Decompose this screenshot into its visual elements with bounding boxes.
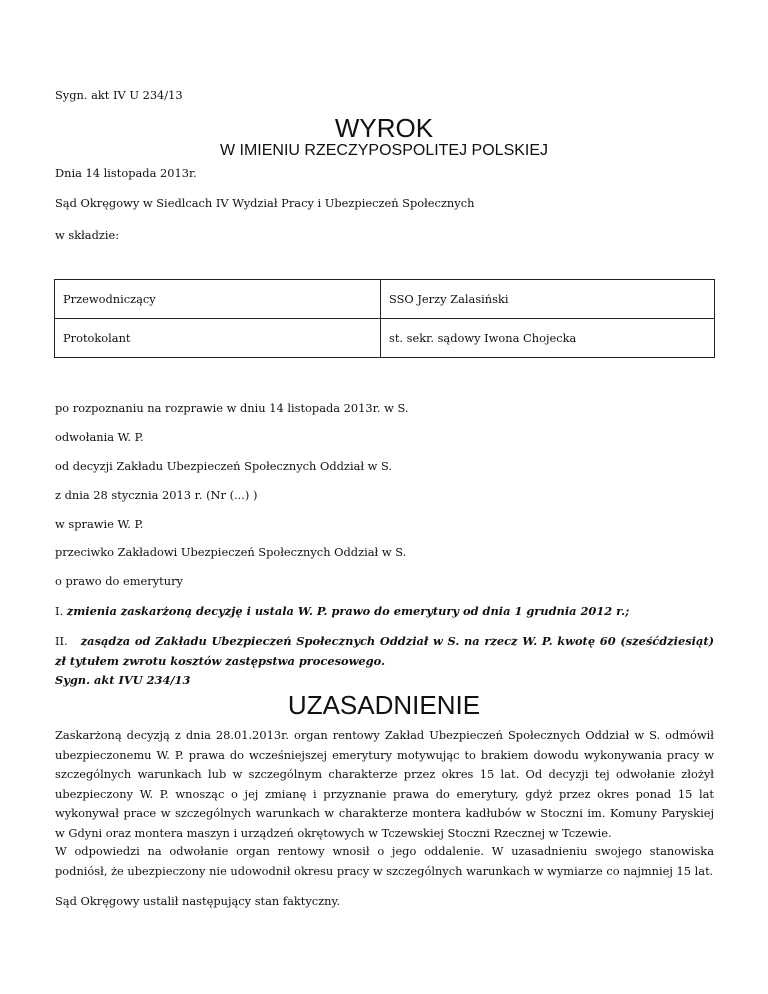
verdict-item-2 <box>55 632 714 671</box>
proceedings-line: w sprawie W. P. <box>55 517 144 531</box>
proceedings-line: po rozpoznaniu na rozprawie w dniu 14 listopada 2013r. w S. <box>55 401 409 415</box>
proceedings-line: od decyzji Zakładu Ubezpieczeń Społecznych Oddział w S. <box>55 459 393 473</box>
verdict-item-text: zasądza od Zakładu Ubezpieczeń Społecznych Oddział w S. na rzecz W. P. kwotę 60 (sześćdziesiąt) zł tytułem zwrotu kosztów zastępstwa procesowego. <box>55 634 714 668</box>
justification-case-number: Sygn. akt IVU 234/13 <box>55 673 191 687</box>
composition-person: st. sekr. sądowy Iwona Chojecka <box>381 319 715 358</box>
court-name: Sąd Okręgowy w Siedlcach IV Wydział Pracy i Ubezpieczeń Społecznych <box>55 196 475 210</box>
justification-title: UZASADNIENIE <box>287 690 481 720</box>
verdict-item-number: I. <box>55 604 64 618</box>
proceedings-line: z dnia 28 stycznia 2013 r. (Nr (...) ) <box>55 488 258 502</box>
case-number: Sygn. akt IV U 234/13 <box>55 88 183 102</box>
verdict-item-1 <box>55 604 629 618</box>
composition-label: w składzie: <box>55 228 120 242</box>
table-row <box>55 280 715 319</box>
composition-role: Protokolant <box>55 319 381 358</box>
justification-paragraph: W odpowiedzi na odwołanie organ rentowy wnosił o jego oddalenie. W uzasadnieniu swojego stanowiska podniósł, że ubezpieczony nie udowodnił okresu pracy w szczególnych warunkach w wymiarze co najmniej 15 lat. <box>55 844 714 878</box>
verdict-title: WYROK <box>334 113 434 143</box>
proceedings-line: o prawo do emerytury <box>55 574 183 588</box>
composition-table <box>54 279 715 358</box>
proceedings-line: przeciwko Zakładowi Ubezpieczeń Społecznych Oddział w S. <box>55 545 407 559</box>
verdict-item-number: II. <box>55 634 68 648</box>
justification-paragraph: Zaskarżoną decyzją z dnia 28.01.2013r. organ rentowy Zakład Ubezpieczeń Społecznych Oddział w S. odmówił ubezpieczonemu W. P. prawa do wcześniejszej emerytury motywując to brakiem dowodu wykonywania pracy w szczególnych warunkach lub w szczególnym charakterze przez okres 15 lat. Od decyzji tej odwołanie złożył ubezpieczony W. P. wnosząc o jej zmianę i przyznanie prawa do emerytury, gdyż przez okres ponad 15 lat wykonywał prace w szczególnych warunkach w charakterze montera kadłubów w Stoczni im. Komuny Paryskiej w Gdyni oraz montera maszyn i urządzeń okrętowych w Tczewskiej Stoczni Rzecznej w Tczewie. <box>55 728 714 840</box>
composition-role: Przewodniczący <box>55 280 381 319</box>
verdict-subtitle: W IMIENIU RZECZYPOSPOLITEJ POLSKIEJ <box>219 142 549 159</box>
verdict-date: Dnia 14 listopada 2013r. <box>55 166 197 180</box>
composition-person: SSO Jerzy Zalasiński <box>381 280 715 319</box>
table-row <box>55 319 715 358</box>
verdict-item-text: zmienia zaskarżoną decyzję i ustala W. P. prawo do emerytury od dnia 1 grudnia 2012 r.; <box>66 604 630 618</box>
justification-paragraph: Sąd Okręgowy ustalił następujący stan faktyczny. <box>55 894 341 908</box>
proceedings-line: odwołania W. P. <box>55 430 144 444</box>
